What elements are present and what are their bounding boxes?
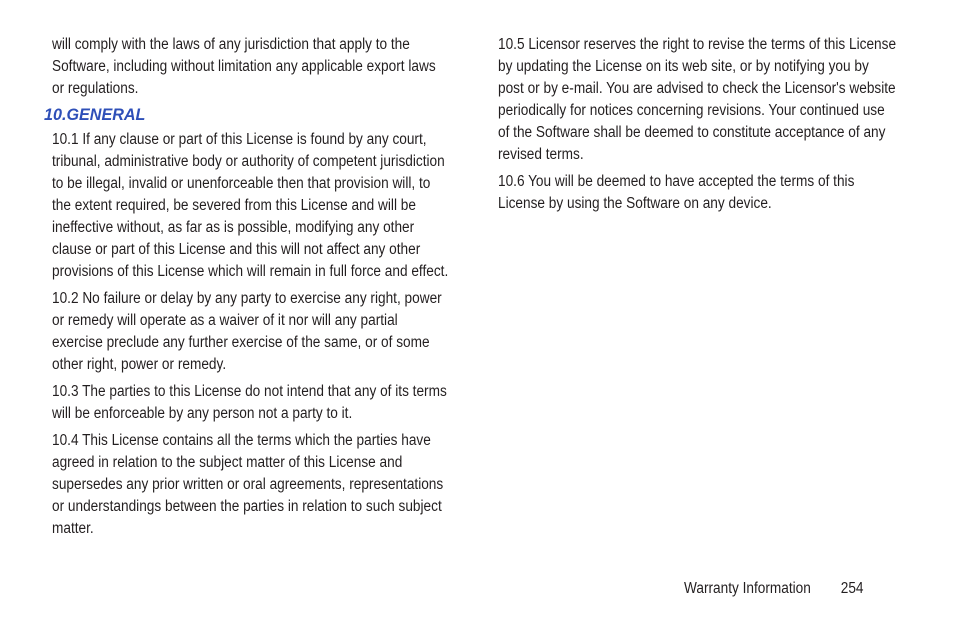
left-column bbox=[44, 34, 452, 545]
footer-section-title: Warranty Information bbox=[684, 580, 811, 597]
clause-paragraph: 10.5 Licensor reserves the right to revise the terms of this License by updating the License on its web site, or by notifying you by post or by e-mail. You are advised to check the Licensor's website periodically for notices concerning revisions. Your continued use of the Software shall be deemed to constitute acceptance of any revised terms. bbox=[498, 36, 897, 163]
clause-paragraph: 10.1 If any clause or part of this License is found by any court, tribunal, administrative body or authority of competent jurisdiction to be illegal, invalid or unenforceable then that provision will, to the extent required, be severed from this License and will be ineffective without, as far as is possible, modifying any other clause or part of this License and this will not affect any other provisions of this License which will remain in full force and effect. bbox=[52, 131, 449, 280]
clause-paragraph: 10.3 The parties to this License do not intend that any of its terms will be enforceable by any person not a party to it. bbox=[52, 383, 447, 422]
right-column bbox=[498, 34, 898, 220]
page-number: 254 bbox=[840, 580, 864, 597]
clause-paragraph: 10.6 You will be deemed to have accepted the terms of this License by using the Software on any device. bbox=[498, 173, 855, 212]
clause-paragraph: 10.4 This License contains all the terms which the parties have agreed in relation to the subject matter of this License and supersedes any prior written or oral agreements, representations or understandings between the parties in relation to such subject matter. bbox=[52, 432, 444, 537]
clause-paragraph: 10.2 No failure or delay by any party to exercise any right, power or remedy will operate as a waiver of it nor will any partial exercise preclude any further exercise of the same, or of some other right, power or remedy. bbox=[52, 290, 442, 373]
page-footer bbox=[684, 578, 864, 600]
intro-paragraph: will comply with the laws of any jurisdiction that apply to the Software, including without limitation any applicable export laws or regulations. bbox=[52, 36, 436, 97]
section-heading: 10.GENERAL bbox=[44, 105, 146, 124]
